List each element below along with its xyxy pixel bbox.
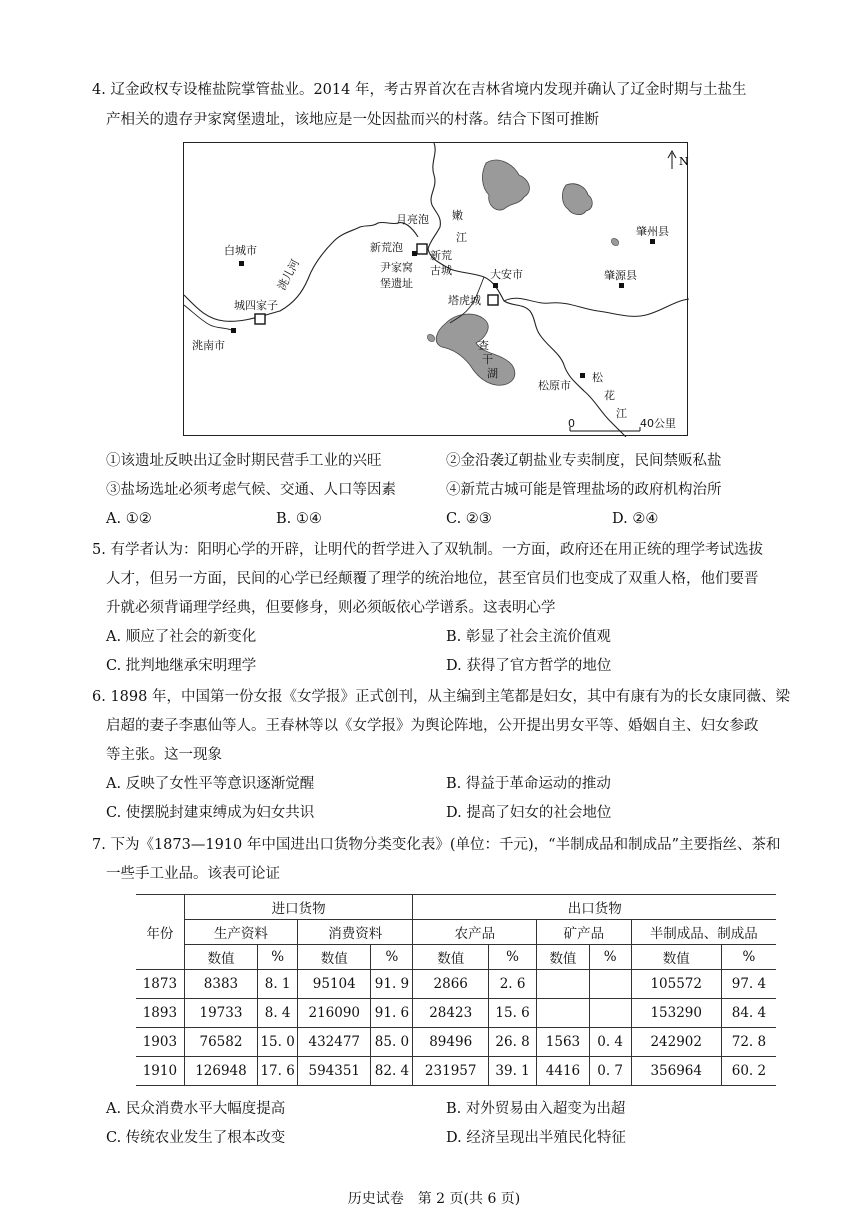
q4-stem-line-2: 产相关的遗存尹家窝堡遗址，该地应是一处因盐而兴的村落。结合下图可推断: [106, 112, 599, 128]
label-nen-2: 江: [456, 231, 467, 244]
north-label: N: [679, 155, 689, 168]
label-xinhuang-2: 古城: [430, 264, 452, 277]
q7-stem-line-2: 一些手工业品。该表可论证: [106, 866, 280, 882]
label-chengsijiazi: 城四家子: [234, 299, 278, 312]
q7-option-d: D. 经济呈现出半殖民化特征: [446, 1130, 626, 1146]
table-row: [136, 970, 776, 999]
header-import: 进口货物: [184, 895, 413, 920]
header-year: 年份: [136, 895, 184, 970]
table-header-row-3: [136, 945, 776, 970]
cell: 89496: [413, 1028, 489, 1057]
header-value: 数值: [184, 945, 257, 970]
header-value: 数值: [413, 945, 489, 970]
cell: 39. 1: [488, 1057, 536, 1086]
header-value: 数值: [298, 945, 371, 970]
q4-option-a: A. ①②: [106, 511, 152, 527]
label-songyuan: 松原市: [538, 379, 571, 392]
header-export: 出口货物: [413, 895, 776, 920]
label-tahucheng: 塔虎城: [448, 294, 481, 307]
q4-statement-2: ②金沿袭辽朝盐业专卖制度，民间禁贩私盐: [446, 453, 722, 469]
cell: 2866: [413, 970, 489, 999]
label-yueliangpao: 月亮泡: [396, 213, 429, 226]
header-value: 数值: [537, 945, 589, 970]
lake-small-2: [427, 334, 434, 341]
cell: 26. 8: [488, 1028, 536, 1057]
marker-zhaoyuan: [619, 283, 624, 288]
q7-option-a: A. 民众消费水平大幅度提高: [106, 1101, 286, 1117]
cell: 242902: [631, 1028, 721, 1057]
label-daan: 大安市: [490, 268, 523, 281]
cell: 8. 4: [258, 999, 298, 1028]
cell: 1903: [136, 1028, 184, 1057]
cell: 15. 6: [488, 999, 536, 1028]
q6-option-d: D. 提高了妇女的社会地位: [446, 805, 612, 821]
label-taoerhe: 洮儿河: [275, 257, 303, 293]
q7-option-b: B. 对外贸易由入超变为出超: [446, 1101, 626, 1117]
header-pct: %: [589, 945, 631, 970]
label-baicheng: 白城市: [224, 244, 257, 257]
q4-option-c: C. ②③: [446, 511, 492, 527]
q4-option-b: B. ①④: [276, 511, 322, 527]
cell: 19733: [184, 999, 257, 1028]
lake-chagan: [436, 314, 515, 385]
header-group-mineral: 矿产品: [537, 920, 631, 945]
label-xinhuangpao: 新荒泡: [370, 241, 403, 254]
table-row: [136, 1057, 776, 1086]
cell: 231957: [413, 1057, 489, 1086]
q6-stem-line-3: 等主张。这一现象: [106, 747, 222, 763]
cell: 1873: [136, 970, 184, 999]
q4-statement-3: ③盐场选址必须考虑气候、交通、人口等因素: [106, 482, 396, 498]
header-pct: %: [258, 945, 298, 970]
marker-baicheng: [239, 261, 244, 266]
label-taonan: 洮南市: [192, 339, 225, 352]
label-scale-end: 40公里: [640, 417, 676, 430]
cell: 1910: [136, 1057, 184, 1086]
cell: 356964: [631, 1057, 721, 1086]
q7-stem-line-1: 7. 下为《1873—1910 年中国进出口货物分类变化表》(单位：千元)，“半制成品和制成品”主要指丝、茶和: [92, 837, 781, 853]
q6-option-c: C. 使摆脱封建束缚成为妇女共识: [106, 805, 315, 821]
header-group-consumption: 消费资料: [298, 920, 413, 945]
q7-option-c: C. 传统农业发生了根本改变: [106, 1130, 286, 1146]
table-header-row-2: [136, 920, 776, 945]
marker-zhaozhou: [650, 239, 655, 244]
cell: [589, 999, 631, 1028]
marker-taonan: [231, 328, 236, 333]
q4-option-d: D. ②④: [612, 511, 659, 527]
cell: 91. 6: [371, 999, 413, 1028]
label-zhaoyuan: 肇源县: [604, 269, 637, 282]
songhua-river: [504, 301, 626, 437]
q5-option-a: A. 顺应了社会的新变化: [106, 629, 257, 645]
q6-stem-line-2: 启超的妻子李惠仙等人。王春林等以《女学报》为舆论阵地，公开提出男女平等、婚姻自主、妇女参政: [106, 718, 759, 734]
cell: 216090: [298, 999, 371, 1028]
cell: 1893: [136, 999, 184, 1028]
cell: 97. 4: [721, 970, 776, 999]
label-chagan-2: 干: [482, 353, 493, 366]
q4-statement-1: ①该遗址反映出辽金时期民营手工业的兴旺: [106, 453, 382, 469]
lake-small-1: [611, 238, 618, 245]
marker-songyuan: [580, 373, 585, 378]
cell: 153290: [631, 999, 721, 1028]
marker-yinjiawopu: [412, 251, 417, 256]
cell: 0. 4: [589, 1028, 631, 1057]
cell: 432477: [298, 1028, 371, 1057]
cell: 4416: [537, 1057, 589, 1086]
cell: 82. 4: [371, 1057, 413, 1086]
table-row: [136, 1028, 776, 1057]
q5-stem-line-3: 升就必须背诵理学经典，但要修身，则必须皈依心学谱系。这表明心学: [106, 600, 556, 616]
table-row: [136, 999, 776, 1028]
q4-stem-line-1: 4. 辽金政权专设榷盐院掌管盐业。2014 年，考古界首次在吉林省境内发现并确认了辽金时期与土盐生: [92, 82, 747, 98]
lake-north: [482, 160, 529, 210]
cell: 2. 6: [488, 970, 536, 999]
label-zhaozhou: 肇州县: [636, 225, 669, 238]
cell: 8. 1: [258, 970, 298, 999]
marker-daan: [493, 283, 498, 288]
label-songhua-2: 花: [604, 389, 615, 402]
cell: 85. 0: [371, 1028, 413, 1057]
label-songhua-3: 江: [616, 407, 627, 420]
cell: 91. 9: [371, 970, 413, 999]
header-pct: %: [721, 945, 776, 970]
cell: 126948: [184, 1057, 257, 1086]
q6-stem-line-1: 6. 1898 年，中国第一份女报《女学报》正式创刊，从主编到主笔都是妇女，其中有康有为的长女康同薇、梁: [92, 689, 790, 705]
cell: 60. 2: [721, 1057, 776, 1086]
cell: 28423: [413, 999, 489, 1028]
label-yinjiawopu-2: 堡遗址: [380, 277, 413, 290]
cell: 15. 0: [258, 1028, 298, 1057]
cell: 0. 7: [589, 1057, 631, 1086]
cell: 76582: [184, 1028, 257, 1057]
label-nen-1: 嫩: [452, 209, 463, 222]
header-pct: %: [488, 945, 536, 970]
river-west-branch: [184, 305, 234, 331]
cell: 17. 6: [258, 1057, 298, 1086]
q5-option-c: C. 批判地继承宋明理学: [106, 658, 257, 674]
q5-option-b: B. 彰显了社会主流价值观: [446, 629, 611, 645]
header-group-production: 生产资料: [184, 920, 297, 945]
cell: 1563: [537, 1028, 589, 1057]
q4-map: [183, 142, 688, 436]
q5-stem-line-2: 人才，但另一方面，民间的心学已经颠覆了理学的统治地位，甚至官员们也变成了双重人格，他们要晋: [106, 571, 759, 587]
label-songhua-1: 松: [592, 371, 603, 384]
cell: 95104: [298, 970, 371, 999]
cell: [537, 970, 589, 999]
header-pct: %: [371, 945, 413, 970]
label-xinhuang-1: 新荒: [430, 249, 452, 262]
q6-option-b: B. 得益于革命运动的推动: [446, 776, 611, 792]
trade-table: [136, 894, 776, 1086]
label-yinjiawopu-1: 尹家窝: [380, 261, 413, 274]
table-header-row-1: [136, 895, 776, 920]
cell: 72. 8: [721, 1028, 776, 1057]
cell: [537, 999, 589, 1028]
cell: 594351: [298, 1057, 371, 1086]
cell: 8383: [184, 970, 257, 999]
cell: 105572: [631, 970, 721, 999]
header-group-agri: 农产品: [413, 920, 537, 945]
map-svg: [184, 143, 689, 437]
label-chagan-1: 查: [478, 339, 489, 352]
marker-chengsijiazi: [255, 314, 265, 324]
q5-option-d: D. 获得了官方哲学的地位: [446, 658, 612, 674]
lake-northeast: [562, 184, 592, 215]
cell: 84. 4: [721, 999, 776, 1028]
q6-option-a: A. 反映了女性平等意识逐渐觉醒: [106, 776, 315, 792]
header-group-manufactured: 半制成品、制成品: [631, 920, 776, 945]
q5-stem-line-1: 5. 有学者认为：阳明心学的开辟，让明代的哲学进入了双轨制。一方面，政府还在用正统的理学考试选拔: [92, 542, 763, 558]
q4-statement-4: ④新荒古城可能是管理盐场的政府机构治所: [446, 482, 722, 498]
page-footer: 历史试卷 第 2 页(共 6 页): [347, 1191, 521, 1207]
label-scale-zero: 0: [568, 417, 575, 430]
marker-tahucheng: [488, 295, 498, 305]
header-value: 数值: [631, 945, 721, 970]
label-chagan-3: 湖: [487, 367, 498, 380]
marker-xinhuanggucheng: [417, 244, 427, 254]
cell: [589, 970, 631, 999]
